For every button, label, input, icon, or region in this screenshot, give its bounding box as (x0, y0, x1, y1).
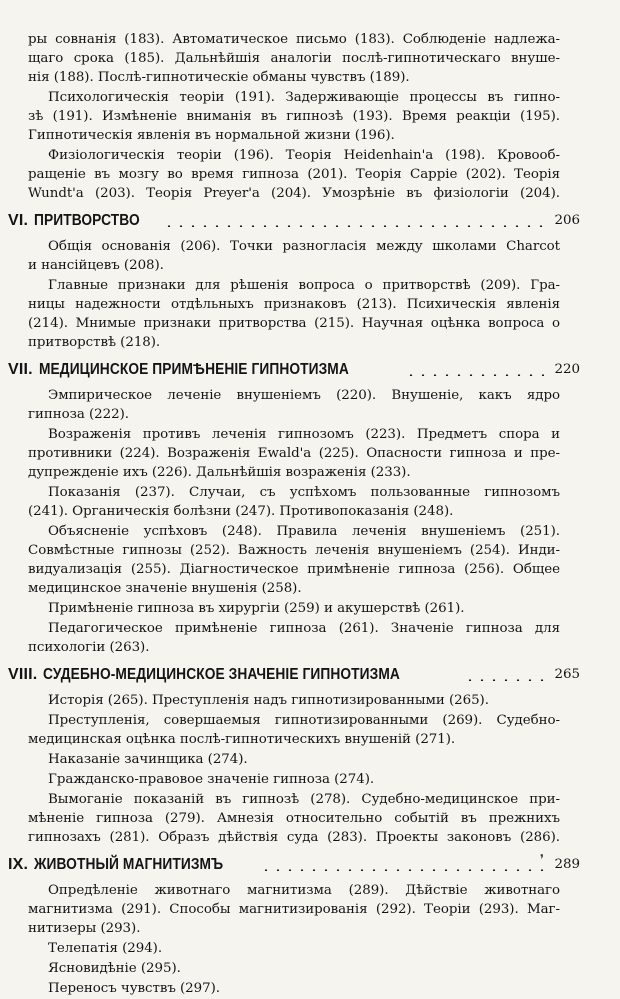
chapter-title: ЖИВОТНЫЙ МАГНИТИЗМЪ (34, 855, 224, 873)
chapter-number: VII. (8, 360, 33, 378)
text-line: Показанія (237). Случаи, съ успѣхомъ пользованные гипнозомъ (48, 485, 560, 500)
text-line: медицинская оцѣнка послѣ-гипнотическихъ внушеній (271). (28, 732, 456, 747)
text-line: Wundt'а (203). Теорія Preyer'а (204). Умозрѣніе въ физіологіи (204). (28, 186, 560, 201)
text-line: (214). Мнимые признаки притворства (215). Научная оцѣнка вопроса о (28, 316, 560, 331)
text-line: Педагогическое примѣненіе гипноза (261). Значеніе гипноза для (48, 621, 560, 636)
toc-paragraph (28, 750, 560, 769)
page-number: 206 (554, 213, 580, 228)
toc-paragraph (28, 276, 560, 352)
text-line: нія (188). Послѣ-гипнотическіе обманы чувствъ (189). (28, 70, 410, 85)
toc-paragraph (28, 88, 560, 145)
chapter-title: МЕДИЦИНСКОЕ ПРИМѢНЕНІЕ ГИПНОТИЗМА (38, 360, 349, 378)
toc-paragraph (28, 790, 560, 847)
toc-paragraph (28, 425, 560, 482)
toc-paragraph (28, 483, 560, 521)
text-line: Главные признаки для рѣшенія вопроса о притворствѣ (209). Гра- (48, 278, 560, 293)
toc-paragraph (28, 979, 560, 998)
toc-paragraph (28, 939, 560, 958)
margin-ink-mark: ❜ (540, 852, 544, 866)
toc-paragraph (28, 30, 560, 87)
toc-paragraph (28, 691, 560, 710)
dot-leader (260, 869, 544, 871)
toc-paragraph (28, 237, 560, 275)
text-line: Вымоганіе показаній въ гипнозѣ (278). Судебно-медицинское при- (48, 792, 560, 807)
text-line: (241). Органическія болѣзни (247). Противопоказанія (248). (28, 504, 454, 519)
toc-paragraph (28, 711, 560, 749)
text-line: Преступленія, совершаемыя гипнотизированными (269). Судебно- (48, 713, 560, 728)
table-of-contents (8, 30, 580, 999)
chapter-heading-8[interactable] (8, 660, 580, 689)
page-number: 220 (554, 362, 580, 377)
text-line: Гипнотическія явленія въ нормальной жизни (196). (28, 128, 395, 143)
text-line: Телепатія (294). (48, 941, 163, 956)
text-line: Общія основанія (206). Точки разногласія между школами Charcot (48, 239, 560, 254)
text-line: Физіологическія теоріи (196). Теорія Heidenhain'а (198). Кровооб- (48, 148, 560, 163)
toc-paragraph (28, 386, 560, 424)
text-line: нитизеры (293). (28, 921, 141, 936)
text-line: ращеніе въ мозгу во время гипноза (201). Теорія Cappie (202). Теорія (28, 167, 560, 182)
text-line: и нансійцевъ (208). (28, 258, 164, 273)
text-line: Психологическія теоріи (191). Задерживающіе процессы въ гипно- (48, 90, 560, 105)
dot-leader (163, 225, 544, 227)
text-line: притворствѣ (218). (28, 335, 161, 350)
toc-paragraph (28, 881, 560, 938)
text-line: Опредѣленіе животнаго магнитизма (289). Дѣйствіе животнаго (48, 883, 560, 898)
text-line: Объясненіе успѣховъ (248). Правила леченія внушеніемъ (251). (48, 524, 560, 539)
chapter-title: ПРИТВОРСТВО (34, 211, 140, 229)
text-line: гипноза (222). (28, 407, 129, 422)
text-line: магнитизма (291). Способы магнитизированія (292). Теоріи (293). Маг- (28, 902, 560, 917)
text-line: ницы надежности отдѣльныхъ признаковъ (213). Психическія явленія (28, 297, 560, 312)
text-line: противники (224). Возраженія Ewald'а (225). Опасности гипноза и пре- (28, 446, 560, 461)
page-number: 265 (554, 667, 580, 682)
toc-paragraph (28, 146, 560, 203)
toc-paragraph (28, 959, 560, 978)
text-line: щаго срока (185). Дальнѣйшія аналогіи послѣ-гипнотическаго внуше- (28, 51, 560, 66)
chapter-number: IX. (8, 855, 29, 873)
chapter-title: СУДЕБНО-МЕДИЦИНСКОЕ ЗНАЧЕНІЕ ГИПНОТИЗМА (43, 665, 401, 683)
chapter-heading-6[interactable] (8, 206, 580, 235)
toc-paragraph (28, 770, 560, 789)
chapter-heading-9[interactable] (8, 850, 580, 879)
text-line: ры совнанія (183). Автоматическое письмо (183). Соблюденіе надлежа- (28, 32, 560, 47)
page-number: 289 (554, 857, 580, 872)
text-line: медицинское значеніе внушенія (258). (28, 581, 302, 596)
text-line: зѣ (191). Измѣненіе вниманія въ гипнозѣ (193). Время реакціи (195). (28, 109, 560, 124)
dot-leader (405, 374, 544, 376)
toc-paragraph (28, 522, 560, 598)
text-line: Возраженія противъ леченія гипнозомъ (223). Предметъ спора и (48, 427, 560, 442)
toc-paragraph (28, 619, 560, 657)
chapter-number: VIII. (8, 665, 38, 683)
text-line: Совмѣстные гипнозы (252). Важность леченія внушеніемъ (254). Инди- (28, 543, 560, 558)
text-line: Наказаніе зачинщика (274). (48, 752, 248, 767)
text-line: психологіи (263). (28, 640, 150, 655)
text-line: Гражданско-правовое значеніе гипноза (274). (48, 772, 375, 787)
text-line: Исторія (265). Преступленія надъ гипнотизированными (265). (48, 693, 489, 708)
text-line: мѣненіе гипноза (279). Амнезія относительно событій въ прежнихъ (28, 811, 560, 826)
text-line: гипнозахъ (281). Образъ дѣйствія суда (283). Проекты законовъ (286). (28, 830, 560, 845)
chapter-number: VI. (8, 211, 29, 229)
text-line: Переносъ чувствъ (297). (48, 981, 220, 996)
dot-leader (464, 679, 544, 681)
text-line: дупрежденіе ихъ (226). Дальнѣйшія возраженія (233). (28, 465, 411, 480)
text-line: видуализація (255). Діагностическое примѣненіе гипноза (256). Общее (28, 562, 560, 577)
chapter-heading-7[interactable] (8, 355, 580, 384)
toc-paragraph (28, 599, 560, 618)
text-line: Ясновидѣніе (295). (48, 961, 181, 976)
text-line: Эмпирическое леченіе внушеніемъ (220). Внушеніе, какъ ядро (48, 388, 560, 403)
text-line: Примѣненіе гипноза въ хирургіи (259) и акушерствѣ (261). (48, 601, 465, 616)
